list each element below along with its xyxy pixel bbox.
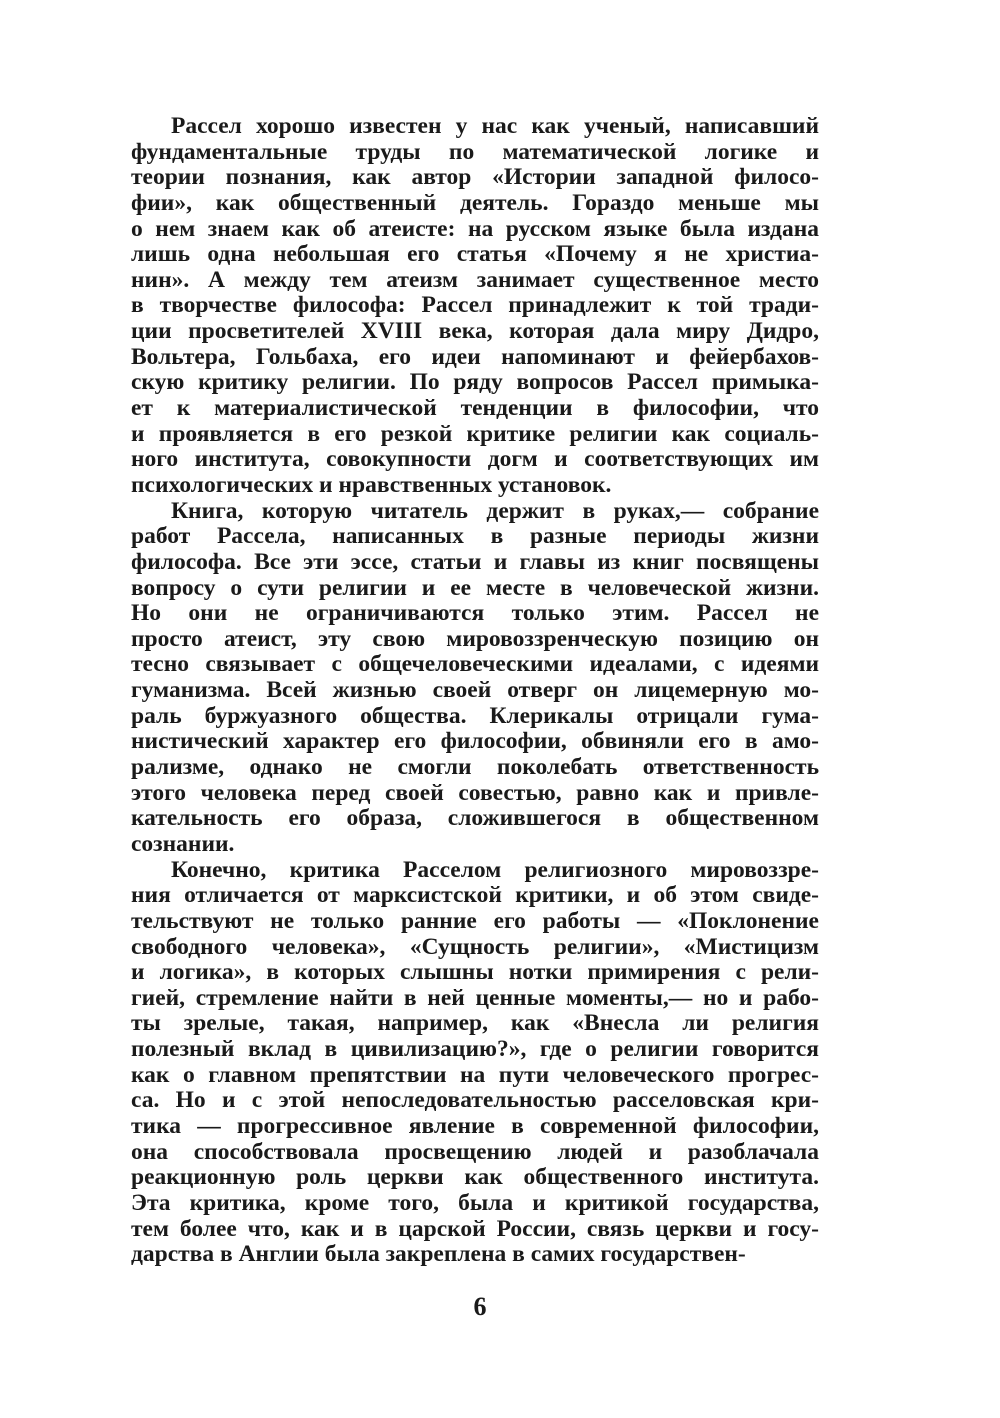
text-line: тельствуют не только ранние его работы — «Поклонение: [131, 908, 819, 934]
text-line: о нем знаем как об атеисте: на русском языке была издана: [131, 216, 819, 242]
page-number: 6: [473, 1292, 487, 1321]
text-line: свободного человека», «Сущность религии», «Мистицизм: [131, 934, 819, 960]
text-line: Вольтера, Гольбаха, его идеи напоминают и фейербахов-: [131, 344, 819, 370]
text-line: Книга, которую читатель держит в руках,— собрание: [171, 498, 819, 524]
text-line: нин». А между тем атеизм занимает существенное место: [131, 267, 819, 293]
text-line: просто атеист, эту свою мировоззренческую позицию он: [131, 626, 819, 652]
text-line: вопросу о сути религии и ее месте в человеческой жизни.: [131, 575, 819, 601]
text-line: тика — прогрессивное явление в современной философии,: [131, 1113, 819, 1139]
text-line: она способствовала просвещению людей и разоблачала: [131, 1139, 819, 1165]
text-line: раль буржуазного общества. Клерикалы отрицали гума-: [131, 703, 819, 729]
text-line: ции просветителей XVIII века, которая дала миру Дидро,: [131, 319, 819, 345]
paragraph-3: [131, 858, 819, 1268]
text-line: ного института, совокупности догм и соответствующих им: [131, 447, 819, 473]
text-line: Конечно, критика Расселом религиозного мировоззре-: [171, 857, 819, 883]
text-line: нистический характер его философии, обвиняли его в амо-: [131, 729, 819, 755]
text-line: тесно связывает с общечеловеческими идеалами, с идеями: [131, 652, 819, 678]
text-line: сознании.: [131, 831, 235, 857]
text-line: дарства в Англии была закреплена в самих государствен-: [131, 1242, 746, 1268]
text-line: тем более что, как и в царской России, связь церкви и госу-: [131, 1216, 819, 1242]
text-line: фии», как общественный деятель. Гораздо меньше мы: [131, 190, 819, 216]
text-line: Но они не ограничиваются только этим. Рассел не: [131, 601, 819, 627]
text-line: Эта критика, кроме того, была и критикой государства,: [131, 1190, 819, 1216]
text-line: рализме, однако не смогли поколебать ответственность: [131, 755, 819, 781]
text-line: гуманизма. Всей жизнью своей отверг он лицемерную мо-: [131, 678, 819, 704]
text-line: теории познания, как автор «Истории западной филосо-: [131, 165, 819, 191]
paragraph-2: [131, 499, 819, 858]
text-line: фундаментальные труды по математической логике и: [131, 139, 819, 165]
text-line: философа. Все эти эссе, статьи и главы из книг посвящены: [131, 549, 819, 575]
text-line: са. Но и с этой непоследовательностью расселовская кри-: [131, 1088, 819, 1114]
text-line: и проявляется в его резкой критике религии как социаль-: [131, 421, 819, 447]
text-line: кательность его образа, сложившегося в общественном: [131, 806, 819, 832]
text-line: лишь одна небольшая его статья «Почему я не христиа-: [131, 242, 819, 268]
text-line: и логика», в которых слышны нотки примирения с рели-: [131, 960, 819, 986]
text-line: психологических и нравственных установок.: [131, 472, 612, 498]
text-line: Рассел хорошо известен у нас как ученый, написавший: [171, 114, 819, 139]
text-line: ет к материалистической тенденции в философии, что: [131, 396, 819, 422]
text-line: в творчестве философа: Рассел принадлежит к той тради-: [131, 293, 819, 319]
text-line: как о главном препятствии на пути человеческого прогрес-: [131, 1062, 819, 1088]
text-line: ты зрелые, такая, например, как «Внесла ли религия: [131, 1011, 819, 1037]
paragraph-1: [131, 114, 819, 499]
body-text: [131, 114, 819, 1268]
text-line: полезный вклад в цивилизацию?», где о религии говорится: [131, 1037, 819, 1063]
text-line: ния отличается от марксистской критики, и об этом свиде-: [131, 883, 819, 909]
text-line: реакционную роль церкви как общественного института.: [131, 1165, 819, 1191]
text-line: работ Рассела, написанных в разные периоды жизни: [131, 524, 819, 550]
text-line: скую критику религии. По ряду вопросов Рассел примыка-: [131, 370, 819, 396]
text-line: гией, стремление найти в ней ценные моменты,— но и рабо-: [131, 985, 819, 1011]
text-line: этого человека перед своей совестью, равно как и привле-: [131, 780, 819, 806]
